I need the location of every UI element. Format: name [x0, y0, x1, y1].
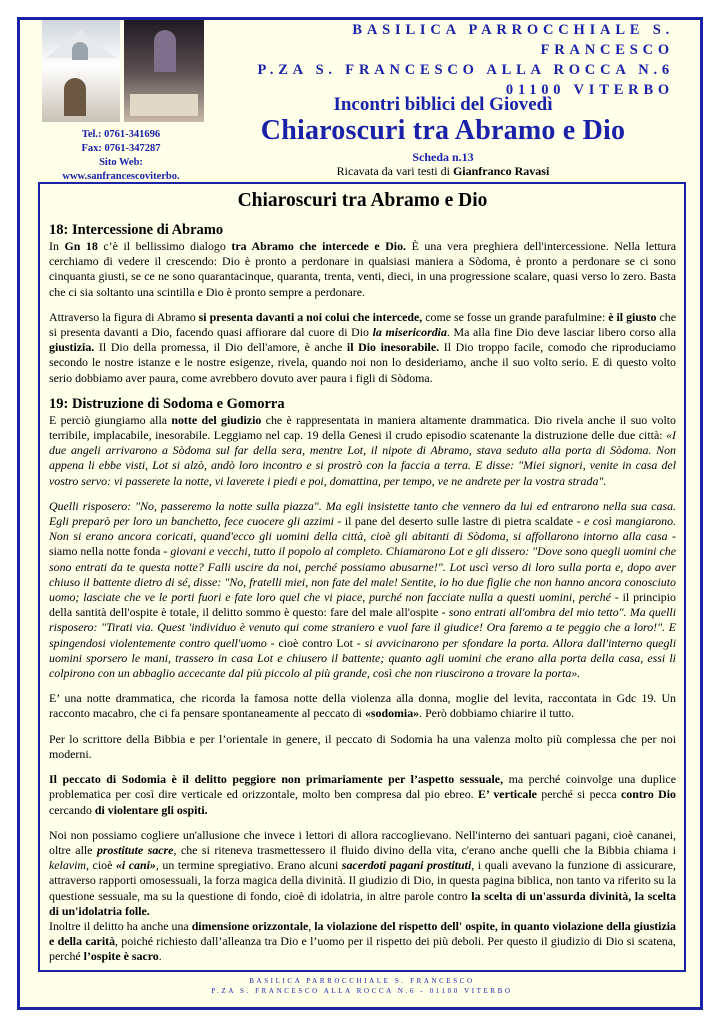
- paragraph: Noi non possiamo cogliere un'allusione che invece i lettori di allora raccoglievano. Nell'interno dei santuari pagani, cioè cananei, oltre alle prostitute sacre, che si riteneva trasmettessero il fluido divino della vita, c'erano anche quelli che la Bibbia chiama i kelavim, cioè «i cani», un termine spregiativo. Erano alcuni sacerdoti pagani prostituti, i quali avevano la funzione di assicurare, attraverso rapporti omosessuali, la forza magica della divinità. Il giudizio di Dio, in questa pagina biblica, non tanto va riferito su la questione sessuale, ma su la questione di fondo, cioè di idolatria, in altre parole contro la scelta di un'assurda divinità, la scelta di un'idolatria folle.: [49, 827, 677, 918]
- paragraph: In Gn 18 c’è il bellissimo dialogo tra Abramo che intercede e Dio. È una vera preghiera dell'intercessione. Nella lettura cerchiamo di vedere il crescendo: Dio è pronto a perdonare in qualsiasi maniera a Sòdoma, è pronto a perdonare se ci sono cinquanta giusti, se ce ne sono quarantacinque, quaranta, trenta, venti, dieci, in una progressione scalare, quasi verso lo zero. Basta che ci sia soltanto una scintilla e Dio è pronto sempre a perdonare.: [49, 239, 676, 299]
- contact-info: [30, 128, 212, 184]
- series-title: Incontri biblici del Giovedì: [333, 94, 553, 115]
- website-link[interactable]: www.sanfrancescoviterbo.: [62, 171, 180, 182]
- paragraph: Per lo scrittore della Bibbia e per l’orientale in genere, il peccato di Sodomia ha una valenza molto più complessa che per noi moderni.: [49, 731, 676, 761]
- paragraph: Attraverso la figura di Abramo si presenta davanti a noi colui che intercede, come se fosse un grande parafulmine: è il giusto che si presenta davanti a Dio, facendo quasi affiorare dal cuore di Dio la misericordia. Ma alla fine Dio deve lasciar libero corso alla giustizia. Il Dio della promessa, il Dio dell'amore, è anche il Dio inesorabile. Il Dio troppo facile, comodo che riproduciamo secondo le nostre istanze e le nostre esigenze, rivela, quando noi non lo desideriamo, anche il suo volto serio. E di questo volto serio dobbiamo aver paura, come avrebbero dovuto aver paura i figli di Sòdoma.: [49, 309, 676, 385]
- paragraph: E’ una notte drammatica, che ricorda la famosa notte della violenza alla donna, moglie del levita, raccontata in Gdc 19. Un racconto macabro, che ci fa pensare spontaneamente al peccato di «sodomia». Però dobbiamo chiarire il tutto.: [49, 691, 676, 721]
- section-heading-18: 18: Intercessione di Abramo: [49, 222, 224, 238]
- website-label: Sito Web:: [99, 157, 143, 168]
- church-interior-photo: [124, 20, 204, 122]
- fax: Fax: 0761-347287: [81, 143, 161, 154]
- paragraph: E perciò giungiamo alla notte del giudizio che è rappresentata in maniera altamente drammatica. Dio rivela anche il suo volto terribile, implacabile, inesorabile. Leggiamo nel cap. 19 della Genesi il crudo episodio scatenante la distruzione delle due città: «I due angeli arrivarono a Sòdoma sul far della sera, mentre Lot, il nipote di Abramo, stava seduto alla porta di Sòdoma. Non appena li ebbe visti, Lot si alzò, andò loro incontro e si prostrò con la faccia a terra. E disse: "Miei signori, venite in casa del vostro servo: vi passerete la notte, vi laverete i piedi e poi, domattina, per tempo, ve ne andrete per la vostra strada".: [49, 412, 676, 488]
- footer: BASILICA PARROCCHIALE S. FRANCESCO P.ZA S. FRANCESCO ALLA ROCCA N.6 - 01100 VITERBO: [211, 977, 513, 995]
- paragraph: Il peccato di Sodomia è il delitto peggiore non primariamente per l’aspetto sessuale, ma perché coinvolge una duplice problematica per così dire verticale ed orizzontale, molto ben compresa dal pio ebreo. E’ verticale perché si pecca contro Dio cercando di violentare gli ospiti.: [49, 772, 676, 817]
- article-title: Chiaroscuri tra Abramo e Dio: [237, 190, 488, 211]
- sheet-number: Scheda n.13: [412, 150, 474, 164]
- paragraph: Inoltre il delitto ha anche una dimensione orizzontale, la violazione del rispetto dell' ospite, in quanto violazione della giustizia e della carità, poiché richiesto dall’alleanza tra Dio e l’uomo per il rispetto dei più deboli. Per questo il giudizio di Dio si scatena, perché l’ospite è sacro.: [49, 918, 676, 964]
- paragraph: Quelli risposero: "No, passeremo la notte sulla piazza". Ma egli insistette tanto che vennero da lui ed entrarono nella sua casa. Egli preparò per loro un banchetto, fece cuocere gli azzimi - il pane del deserto sulle lastre di pietra scaldate - e così mangiarono. Non si erano ancora coricati, quand'ecco gli uomini della città, cioè gli abitanti di Sòdoma, si affollarono intorno alla casa - siamo nella notte fonda - giovani e vecchi, tutto il popolo al completo. Chiamarono Lot e gli dissero: "Dove sono quegli uomini che sono entrati da te questa notte? Falli uscire da noi, perché possiamo abusarne!". Lot uscì verso di loro sulla porta e, dopo aver chiuso il battente dietro di sé, disse: "No, fratelli miei, non fate del male! Sentite, io ho due figlie che non hanno ancora conosciuto uomo; lasciate che ve le porti fuori e fate loro quel che vi piace, purché non facciate nulla a questi uomini, perché - il principio della santità dell'ospite è totale, il delitto sommo è questo: fare del male all'ospite - sono entrati all'ombra del mio tetto". Ma quelli risposero: "Tirati via. Quest 'individuo è venuto qui come straniero e vuol fare il giudice! Ora faremo a te peggio che a loro!". E spingendosi violentemente contro quell'uomo - cioè contro Lot - si avvicinarono per sfondare la porta. Allora dall'interno quegli uomini sporsero le mani, trassero in casa Lot e chiusero il battente; quanto agli uomini che erano alla porta della casa, essi li colpirono con un abbaglio accecante dal più piccolo al più grande, così che non riuscirono a trovare la porta».: [49, 498, 677, 681]
- header-address: BASILICA PARROCCHIALE S. FRANCESCO P.ZA S. FRANCESCO ALLA ROCCA N.6 01100 VITERBO: [257, 22, 674, 98]
- source-line: Ricavata da vari testi di Gianfranco Ravasi: [336, 164, 550, 178]
- page-title: Chiaroscuri tra Abramo e Dio: [260, 115, 626, 146]
- article-box: [38, 182, 686, 972]
- church-facade-photo: [42, 20, 120, 122]
- section-heading-19: 19: Distruzione di Sodoma e Gomorra: [49, 395, 285, 412]
- phone: Tel.: 0761-341696: [81, 129, 161, 140]
